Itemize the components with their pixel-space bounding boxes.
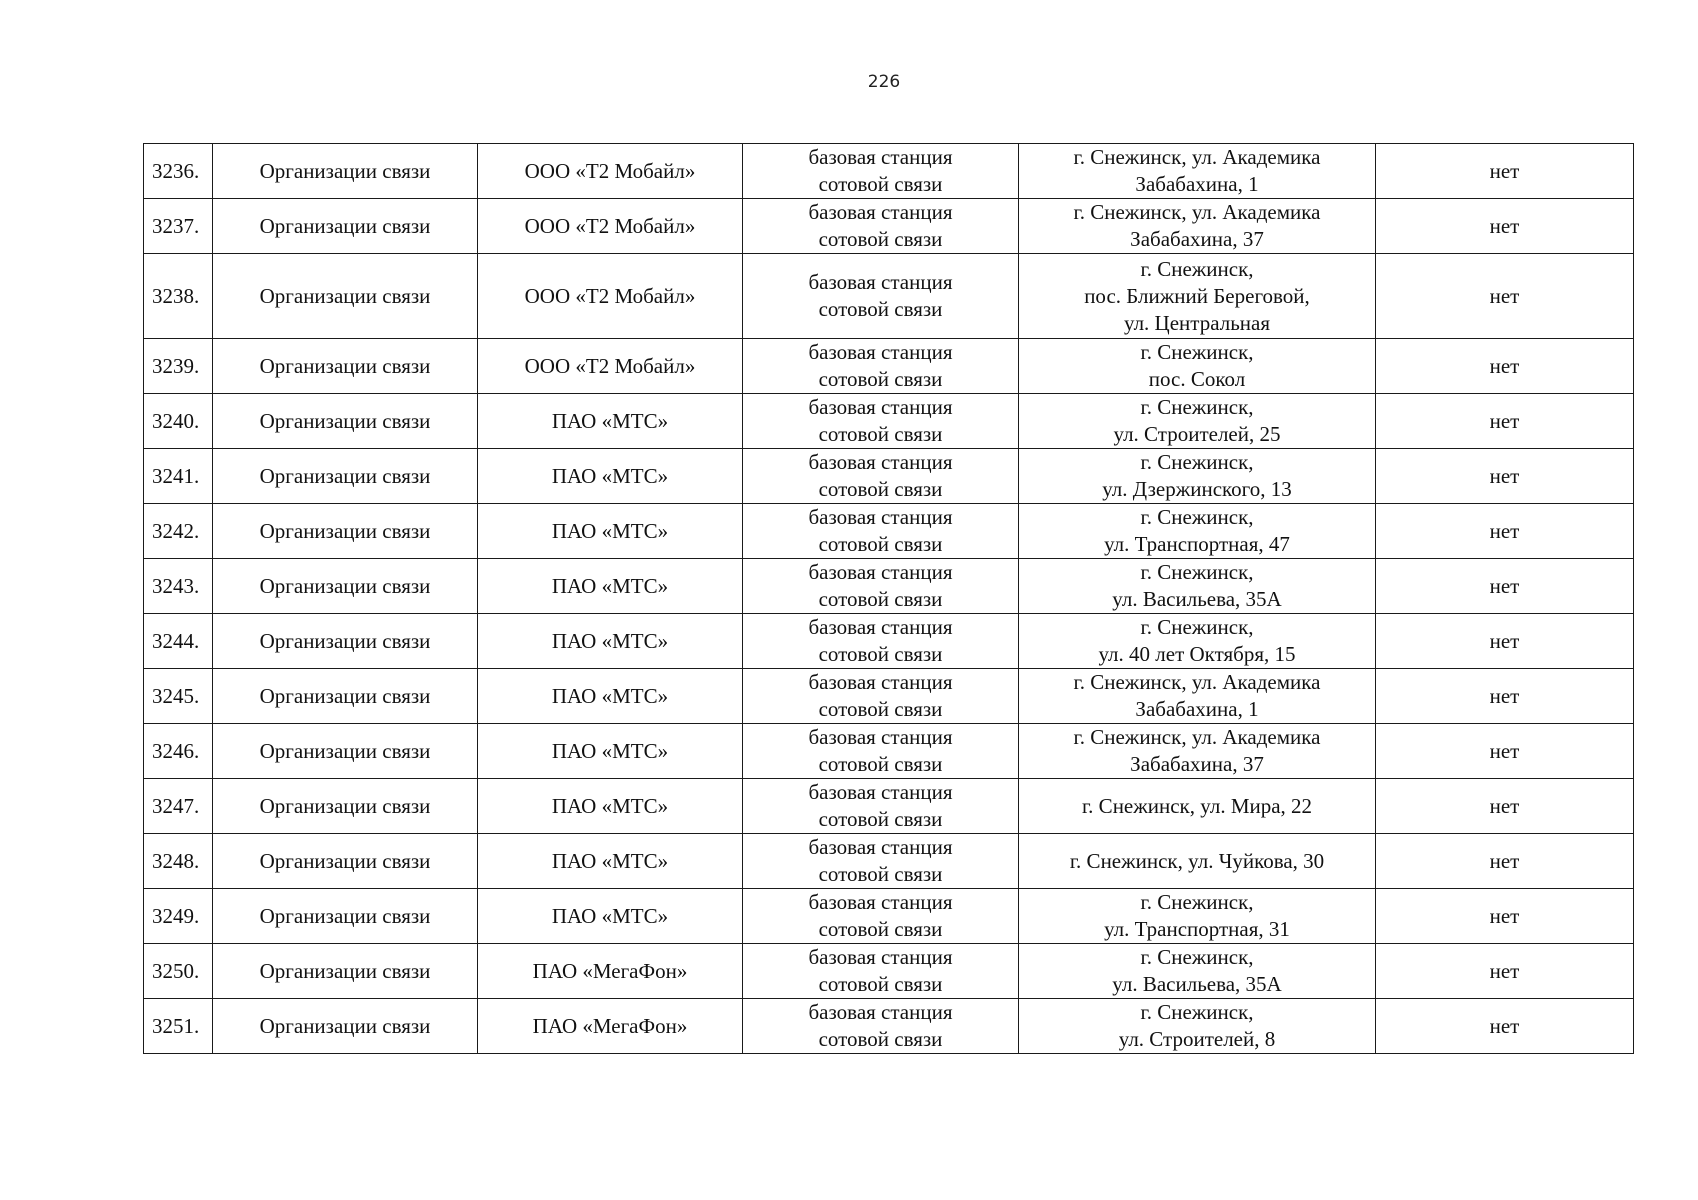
organization-cell: ПАО «МТС»: [478, 614, 743, 669]
category-cell: Организации связи: [213, 724, 478, 779]
address-cell-line: г. Снежинск, ул. Академика: [1073, 145, 1321, 169]
row-number-cell: 3237.: [144, 199, 213, 254]
table-row: [144, 504, 1634, 559]
status-cell: нет: [1376, 339, 1634, 394]
row-number-cell: 3238.: [144, 254, 213, 339]
object-type-cell-line: базовая станция: [808, 670, 953, 694]
address-cell-line: Забабахина, 1: [1135, 697, 1259, 721]
address-cell-line: г. Снежинск, ул. Академика: [1073, 200, 1321, 224]
table-row: [144, 834, 1634, 889]
organization-cell: ПАО «МТС»: [478, 724, 743, 779]
address-cell-line: г. Снежинск,: [1140, 395, 1254, 419]
object-type-cell-line: сотовой связи: [818, 697, 943, 721]
address-cell-line: г. Снежинск,: [1140, 945, 1254, 969]
address-cell-line: г. Снежинск,: [1140, 340, 1254, 364]
status-cell: нет: [1376, 394, 1634, 449]
table-row: [144, 394, 1634, 449]
table-row: [144, 779, 1634, 834]
row-number-cell: 3244.: [144, 614, 213, 669]
address-cell-line: г. Снежинск,: [1140, 560, 1254, 584]
object-type-cell-line: сотовой связи: [818, 532, 943, 556]
address-cell-line: Забабахина, 37: [1130, 227, 1264, 251]
organization-cell: ООО «Т2 Мобайл»: [478, 199, 743, 254]
object-type-cell-line: базовая станция: [808, 890, 953, 914]
object-type-cell-line: базовая станция: [808, 450, 953, 474]
status-cell: нет: [1376, 779, 1634, 834]
address-cell: [1019, 199, 1376, 254]
organization-cell: ПАО «МТС»: [478, 834, 743, 889]
organization-cell: ПАО «МТС»: [478, 504, 743, 559]
object-type-cell: [743, 889, 1019, 944]
object-type-cell: [743, 199, 1019, 254]
object-type-cell-line: сотовой связи: [818, 367, 943, 391]
object-type-cell: [743, 254, 1019, 339]
object-type-cell-line: базовая станция: [808, 615, 953, 639]
category-cell: Организации связи: [213, 339, 478, 394]
address-cell-line: г. Снежинск, ул. Академика: [1073, 725, 1321, 749]
row-number-cell: 3240.: [144, 394, 213, 449]
object-type-cell-line: базовая станция: [808, 270, 953, 294]
organization-cell: ПАО «МТС»: [478, 449, 743, 504]
object-type-cell-line: базовая станция: [808, 200, 953, 224]
category-cell: Организации связи: [213, 144, 478, 199]
object-type-cell: [743, 339, 1019, 394]
address-cell: [1019, 254, 1376, 339]
address-cell-line: г. Снежинск,: [1140, 505, 1254, 529]
address-cell: [1019, 449, 1376, 504]
object-type-cell-line: сотовой связи: [818, 917, 943, 941]
address-cell-line: г. Снежинск,: [1140, 1000, 1254, 1024]
address-cell-line: ул. Строителей, 25: [1113, 422, 1281, 446]
table-row: [144, 559, 1634, 614]
object-type-cell: [743, 504, 1019, 559]
object-type-cell-line: сотовой связи: [818, 587, 943, 611]
category-cell: Организации связи: [213, 199, 478, 254]
category-cell: Организации связи: [213, 504, 478, 559]
address-cell-line: г. Снежинск,: [1140, 450, 1254, 474]
address-cell: [1019, 144, 1376, 199]
category-cell: Организации связи: [213, 394, 478, 449]
object-type-cell-line: сотовой связи: [818, 1027, 943, 1051]
page-number: 226: [867, 72, 901, 92]
address-cell-line: г. Снежинск,: [1140, 615, 1254, 639]
object-type-cell: [743, 669, 1019, 724]
object-type-cell-line: базовая станция: [808, 505, 953, 529]
object-type-cell-line: сотовой связи: [818, 972, 943, 996]
address-cell-line: пос. Сокол: [1148, 367, 1246, 391]
object-type-cell-line: сотовой связи: [818, 172, 943, 196]
table-row: [144, 889, 1634, 944]
organization-cell: ПАО «МегаФон»: [478, 999, 743, 1054]
address-cell: [1019, 669, 1376, 724]
address-cell: [1019, 614, 1376, 669]
registry-table-body: [144, 144, 1634, 1054]
table-row: [144, 144, 1634, 199]
row-number-cell: 3250.: [144, 944, 213, 999]
object-type-cell-line: сотовой связи: [818, 227, 943, 251]
address-cell: [1019, 889, 1376, 944]
address-cell: [1019, 944, 1376, 999]
row-number-cell: 3245.: [144, 669, 213, 724]
table-row: [144, 999, 1634, 1054]
object-type-cell-line: сотовой связи: [818, 807, 943, 831]
table-row: [144, 724, 1634, 779]
object-type-cell-line: базовая станция: [808, 395, 953, 419]
object-type-cell-line: базовая станция: [808, 780, 953, 804]
row-number-cell: 3236.: [144, 144, 213, 199]
table-row: [144, 669, 1634, 724]
table-row: [144, 449, 1634, 504]
row-number-cell: 3246.: [144, 724, 213, 779]
address-cell-line: Забабахина, 37: [1130, 752, 1264, 776]
category-cell: Организации связи: [213, 449, 478, 504]
status-cell: нет: [1376, 669, 1634, 724]
object-type-cell-line: базовая станция: [808, 560, 953, 584]
row-number-cell: 3247.: [144, 779, 213, 834]
address-cell-line: г. Снежинск,: [1140, 256, 1254, 281]
row-number-cell: 3242.: [144, 504, 213, 559]
address-cell-line: ул. Центральная: [1124, 310, 1270, 335]
object-type-cell-line: базовая станция: [808, 1000, 953, 1024]
status-cell: нет: [1376, 199, 1634, 254]
table-row: [144, 254, 1634, 339]
registry-table: [143, 143, 1634, 1054]
address-cell-line: ул. 40 лет Октября, 15: [1098, 642, 1296, 666]
table-row: [144, 199, 1634, 254]
object-type-cell-line: базовая станция: [808, 145, 953, 169]
status-cell: нет: [1376, 889, 1634, 944]
object-type-cell-line: сотовой связи: [818, 862, 943, 886]
status-cell: нет: [1376, 999, 1634, 1054]
table-row: [144, 339, 1634, 394]
object-type-cell-line: базовая станция: [808, 725, 953, 749]
object-type-cell-line: сотовой связи: [818, 752, 943, 776]
category-cell: Организации связи: [213, 999, 478, 1054]
organization-cell: ПАО «МТС»: [478, 669, 743, 724]
object-type-cell: [743, 944, 1019, 999]
address-cell: [1019, 999, 1376, 1054]
address-cell-line: г. Снежинск,: [1140, 890, 1254, 914]
category-cell: Организации связи: [213, 944, 478, 999]
address-cell-line: г. Снежинск, ул. Мира, 22: [1081, 793, 1313, 818]
object-type-cell-line: сотовой связи: [818, 642, 943, 666]
status-cell: нет: [1376, 559, 1634, 614]
address-cell-line: ул. Васильева, 35А: [1112, 972, 1282, 996]
address-cell: [1019, 504, 1376, 559]
address-cell-line: г. Снежинск, ул. Чуйкова, 30: [1069, 848, 1325, 873]
category-cell: Организации связи: [213, 614, 478, 669]
row-number-cell: 3251.: [144, 999, 213, 1054]
object-type-cell-line: базовая станция: [808, 835, 953, 859]
organization-cell: ПАО «МТС»: [478, 559, 743, 614]
status-cell: нет: [1376, 449, 1634, 504]
object-type-cell: [743, 559, 1019, 614]
organization-cell: ПАО «МТС»: [478, 394, 743, 449]
object-type-cell-line: базовая станция: [808, 340, 953, 364]
address-cell-line: ул. Строителей, 8: [1118, 1027, 1276, 1051]
category-cell: Организации связи: [213, 834, 478, 889]
address-cell-line: пос. Ближний Береговой,: [1084, 283, 1310, 308]
organization-cell: ПАО «МегаФон»: [478, 944, 743, 999]
category-cell: Организации связи: [213, 889, 478, 944]
status-cell: нет: [1376, 144, 1634, 199]
object-type-cell: [743, 834, 1019, 889]
object-type-cell-line: сотовой связи: [818, 422, 943, 446]
status-cell: нет: [1376, 944, 1634, 999]
organization-cell: ООО «Т2 Мобайл»: [478, 144, 743, 199]
object-type-cell-line: сотовой связи: [818, 297, 943, 321]
status-cell: нет: [1376, 834, 1634, 889]
organization-cell: ООО «Т2 Мобайл»: [478, 339, 743, 394]
object-type-cell-line: базовая станция: [808, 945, 953, 969]
address-cell: [1019, 394, 1376, 449]
status-cell: нет: [1376, 504, 1634, 559]
object-type-cell: [743, 999, 1019, 1054]
table-row: [144, 614, 1634, 669]
row-number-cell: 3248.: [144, 834, 213, 889]
object-type-cell: [743, 724, 1019, 779]
status-cell: нет: [1376, 614, 1634, 669]
object-type-cell: [743, 394, 1019, 449]
organization-cell: ООО «Т2 Мобайл»: [478, 254, 743, 339]
address-cell: [1019, 779, 1376, 834]
address-cell: [1019, 834, 1376, 889]
object-type-cell-line: сотовой связи: [818, 477, 943, 501]
row-number-cell: 3241.: [144, 449, 213, 504]
address-cell: [1019, 724, 1376, 779]
address-cell-line: Забабахина, 1: [1135, 172, 1259, 196]
category-cell: Организации связи: [213, 779, 478, 834]
table-row: [144, 944, 1634, 999]
address-cell-line: г. Снежинск, ул. Академика: [1073, 670, 1321, 694]
row-number-cell: 3243.: [144, 559, 213, 614]
address-cell: [1019, 559, 1376, 614]
object-type-cell: [743, 779, 1019, 834]
status-cell: нет: [1376, 724, 1634, 779]
object-type-cell: [743, 614, 1019, 669]
row-number-cell: 3249.: [144, 889, 213, 944]
category-cell: Организации связи: [213, 559, 478, 614]
address-cell-line: ул. Транспортная, 31: [1104, 917, 1290, 941]
category-cell: Организации связи: [213, 254, 478, 339]
category-cell: Организации связи: [213, 669, 478, 724]
organization-cell: ПАО «МТС»: [478, 889, 743, 944]
address-cell-line: ул. Дзержинского, 13: [1102, 477, 1292, 501]
organization-cell: ПАО «МТС»: [478, 779, 743, 834]
address-cell-line: ул. Васильева, 35А: [1112, 587, 1282, 611]
row-number-cell: 3239.: [144, 339, 213, 394]
object-type-cell: [743, 449, 1019, 504]
status-cell: нет: [1376, 254, 1634, 339]
address-cell: [1019, 339, 1376, 394]
object-type-cell: [743, 144, 1019, 199]
address-cell-line: ул. Транспортная, 47: [1104, 532, 1290, 556]
